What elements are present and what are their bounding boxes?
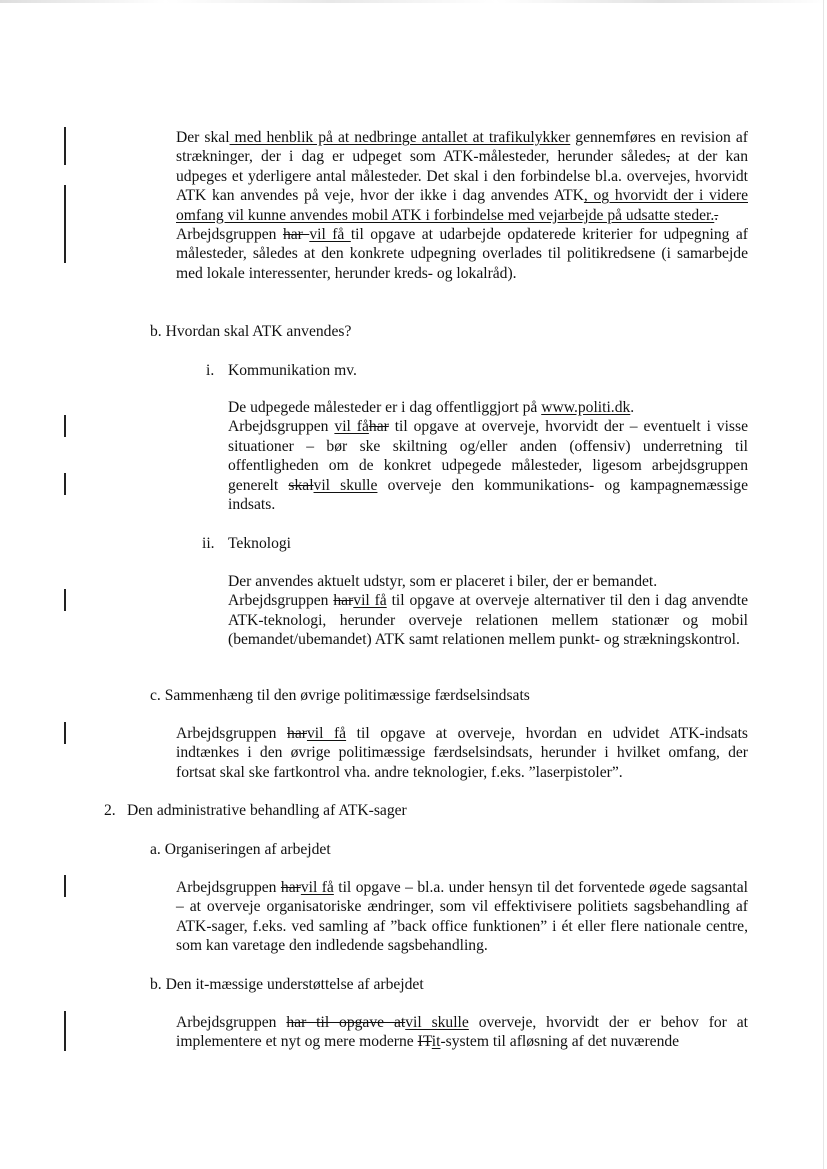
heading-2-administrativ: Den administrative behandling af ATK-sager — [127, 802, 407, 819]
heading-c-sammenhaeng: c. Sammenhæng til den øvrige politimæssige færdselsindsats — [150, 687, 530, 704]
scan-edge-right — [823, 0, 824, 1169]
heading-2b-it: b. Den it-mæssige understøttelse af arbejdet — [150, 976, 424, 993]
paragraph-it: Arbejdsgruppen har til opgave atvil skulle overveje, hvorvidt der er behov for at implementere et nyt og mere moderne ITit-system til afløsning af det nuværende — [176, 1014, 749, 1051]
change-bar — [64, 473, 66, 495]
change-bar — [64, 1011, 66, 1051]
heading-2a-organisering: a. Organiseringen af arbejdet — [150, 841, 331, 858]
heading-b-anvendelse: b. Hvordan skal ATK anvendes? — [150, 323, 352, 340]
paragraph-organisering: Arbejdsgruppen harvil få til opgave – bl.a. under hensyn til det forventede øgede sagsantal – at overveje organisatoriske ændringer, som vil effektivisere politiets sagsbehandling af ATK-sager, f.eks. ved samling af ”back office funktionen” i ét eller flere nationale centre, som kan varetage den indledende sagsbehandling. — [176, 879, 748, 955]
change-bar — [64, 127, 66, 165]
paragraph-revision: Der skal med henblik på at nedbringe antallet at trafikulykker gennemføres en revision af strækninger, der i dag er udpeget som ATK-målesteder, herunder således, at der kan udpeges et yderligere antal målesteder. Det skal i den forbindelse bl.a. overvejes, hvorvidt ATK kan anvendes på veje, hvor der ikke i dag anvendes ATK, og hvorvidt der i videre omfang vil kunne anvendes mobil ATK i forbindelse med vejarbejde på udsatte steder.. Arbejdsgruppen har vil få til opgave at udarbejde opdaterede kriterier for udpegning af målesteder, således at den konkrete udpegning overlades til politikredsene (i samarbejde med lokale interessenter, herunder kreds- og lokalråd). — [176, 129, 748, 282]
heading-i-number: i. — [206, 362, 215, 379]
paragraph-kommunikation: De udpegede målesteder er i dag offentliggjort på www.politi.dk. Arbejdsgruppen vil fåhar til opgave at overveje, hvorvidt der – eventuelt i visse situationer – bør ske skiltning og/eller anden (offensiv) underretning til offentligheden om de konkret udpegede målesteder, ligesom arbejdsgruppen generelt skalvil skulle overveje den kommunikations- og kampagnemæssige indsats. — [228, 399, 748, 514]
paragraph-sammenhaeng: Arbejdsgruppen harvil få til opgave at overveje, hvordan en udvidet ATK-indsats indtænkes i den øvrige politimæssige færdselsindsats, herunder i hvilket omfang, der fortsat skal ske fartkontrol vha. andre teknologier, f.eks. ”laserpistoler”. — [176, 725, 748, 781]
paragraph-teknologi: Der anvendes aktuelt udstyr, som er placeret i biler, der er bemandet. Arbejdsgruppen harvil få til opgave at overveje alternativer til den i dag anvendte ATK-teknologi, herunder overveje relationen mellem stationær og mobil (bemandet/ubemandet) ATK samt relationen mellem punkt- og strækningskontrol. — [228, 573, 748, 649]
change-bar — [64, 415, 66, 437]
scan-edge-top — [0, 0, 827, 3]
change-bar — [64, 722, 66, 744]
heading-ii-number: ii. — [202, 535, 215, 552]
heading-ii-teknologi: Teknologi — [228, 535, 292, 552]
heading-2-number: 2. — [104, 802, 116, 819]
politi-link[interactable]: www.politi.dk — [541, 399, 631, 416]
change-bar — [64, 875, 66, 897]
heading-i-kommunikation: Kommunikation mv. — [228, 362, 357, 379]
change-bar — [64, 185, 66, 263]
change-bar — [64, 589, 66, 611]
